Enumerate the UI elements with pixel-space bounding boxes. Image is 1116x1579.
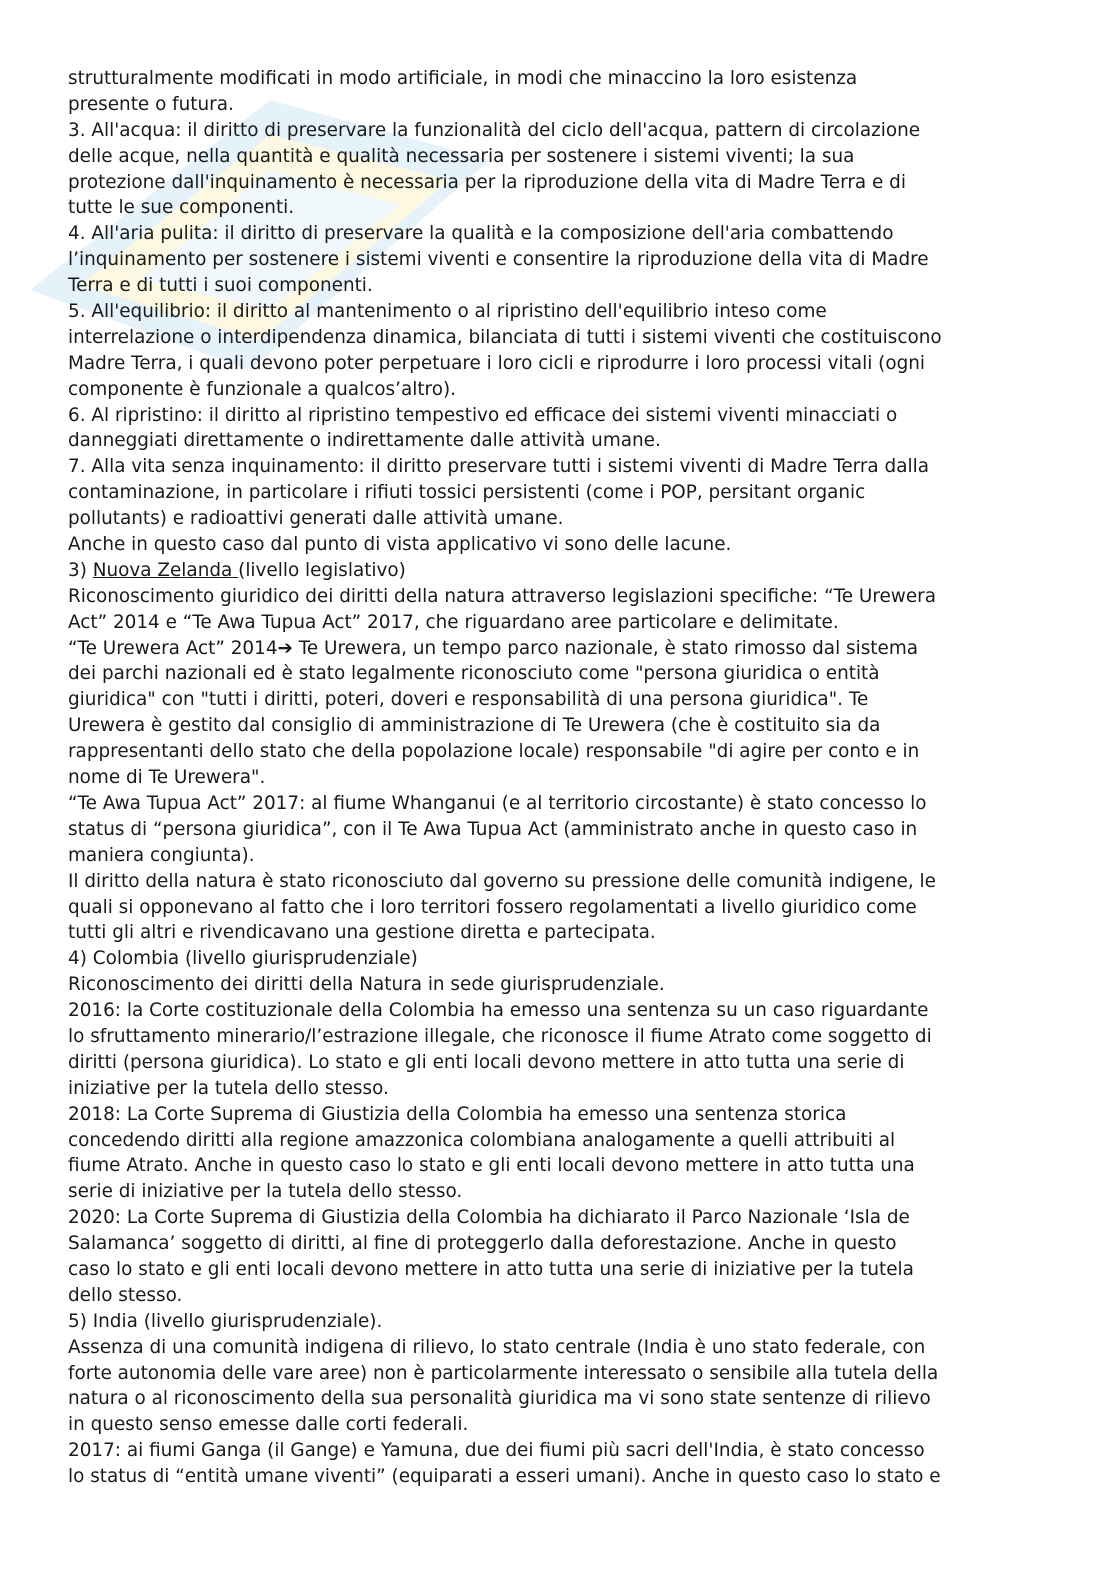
text-line: 7. Alla vita senza inquinamento: il diritto preservare tutti i sistemi viventi di Madre Terra dalla bbox=[68, 456, 929, 478]
text-line: status di “persona giuridica”, con il Te Awa Tupua Act (amministrato anche in questo caso in bbox=[68, 818, 918, 840]
text-line: 2018: La Corte Suprema di Giustizia della Colombia ha emesso una sentenza storica bbox=[68, 1103, 847, 1125]
text-line: serie di iniziative per la tutela dello stesso. bbox=[68, 1181, 463, 1203]
text-line: Riconoscimento giuridico dei diritti della natura attraverso legislazioni specifiche: “Te Urewera bbox=[68, 585, 936, 607]
text-line: Il diritto della natura è stato riconosciuto dal governo su pressione delle comunità indigene, le bbox=[68, 870, 936, 892]
text-line: forte autonomia delle vare aree) non è particolarmente interessato o sensibile alla tutela della bbox=[68, 1362, 939, 1384]
nuova-zelanda-link[interactable]: Nuova Zelanda bbox=[92, 559, 239, 581]
section-heading-nuova-zelanda bbox=[68, 558, 1053, 584]
heading-suffix: (livello legislativo) bbox=[238, 559, 406, 581]
text-line: Terra e di tutti i suoi componenti. bbox=[68, 275, 373, 297]
text-line: Madre Terra, i quali devono poter perpetuare i loro cicli e riprodurre i loro processi vitali (ogni bbox=[68, 352, 926, 374]
text-line: pollutants) e radioattivi generati dalle attività umane. bbox=[68, 508, 564, 530]
text-line: maniera congiunta). bbox=[68, 844, 255, 866]
text-line: 2017: ai fiumi Ganga (il Gange) e Yamuna, due dei fiumi più sacri dell'India, è stato concesso bbox=[68, 1440, 925, 1462]
text-line: Riconoscimento dei diritti della Natura in sede giurisprudenziale. bbox=[68, 974, 665, 996]
text-line: in questo senso emesse dalle corti federali. bbox=[68, 1414, 469, 1436]
section-heading-colombia: 4) Colombia (livello giurisprudenziale) bbox=[68, 948, 418, 970]
text-line: 4. All'aria pulita: il diritto di preservare la qualità e la composizione dell'aria combattendo bbox=[68, 223, 894, 245]
text-line: interrelazione o interdipendenza dinamica, bilanciata di tutti i sistemi viventi che costituiscono bbox=[68, 326, 942, 348]
text-line: Act” 2014 e “Te Awa Tupua Act” 2017, che riguardano aree particolare e delimitate. bbox=[68, 611, 839, 633]
text-line: Salamanca’ soggetto di diritti, al fine di proteggerlo dalla deforestazione. Anche in questo bbox=[68, 1233, 897, 1255]
text-line: quali si opponevano al fatto che i loro territori fossero regolamentati a livello giuridico come bbox=[68, 896, 917, 918]
text-line: 6. Al ripristino: il diritto al ripristino tempestivo ed efficace dei sistemi viventi minacciati o bbox=[68, 404, 898, 426]
text-line: Urewera è gestito dal consiglio di amministrazione di Te Urewera (che è costituito sia da bbox=[68, 715, 881, 737]
text-line: caso lo stato e gli enti locali devono mettere in atto tutta una serie di iniziative per la tutela bbox=[68, 1258, 914, 1280]
text-line: nome di Te Urewera". bbox=[68, 767, 266, 789]
text-line: fiume Atrato. Anche in questo caso lo stato e gli enti locali devono mettere in atto tutta una bbox=[68, 1155, 915, 1177]
text-line: lo sfruttamento minerario/l’estrazione illegale, che riconosce il fiume Atrato come soggetto di bbox=[68, 1025, 932, 1047]
text-line: danneggiati direttamente o indirettamente dalle attività umane. bbox=[68, 430, 661, 452]
text-line: 2020: La Corte Suprema di Giustizia della Colombia ha dichiarato il Parco Nazionale ‘Isla de bbox=[68, 1207, 910, 1229]
text-line: 5. All'equilibrio: il diritto al mantenimento o al ripristino dell'equilibrio inteso come bbox=[68, 301, 827, 323]
text-line: 2016: la Corte costituzionale della Colombia ha emesso una sentenza su un caso riguardante bbox=[68, 1000, 929, 1022]
text-line: diritti (persona giuridica). Lo stato e gli enti locali devono mettere in atto tutta una serie di bbox=[68, 1051, 905, 1073]
text-line: dei parchi nazionali ed è stato legalmente riconosciuto come "persona giuridica o entità bbox=[68, 663, 880, 685]
heading-prefix: 3) bbox=[68, 559, 93, 581]
text-line: tutti gli altri e rivendicavano una gestione diretta e partecipata. bbox=[68, 922, 656, 944]
text-line: lo status di “entità umane viventi” (equiparati a esseri umani). Anche in questo caso lo stato e bbox=[68, 1466, 941, 1488]
section-heading-india: 5) India (livello giurisprudenziale). bbox=[68, 1310, 383, 1332]
text-line: giuridica" con "tutti i diritti, poteri, doveri e responsabilità di una persona giuridica". Te bbox=[68, 689, 869, 711]
text-line: natura o al riconoscimento della sua personalità giuridica ma vi sono state sentenze di rilievo bbox=[68, 1388, 931, 1410]
text-line: componente è funzionale a qualcos’altro). bbox=[68, 378, 456, 400]
text-line: rappresentanti dello stato che della popolazione locale) responsabile "di agire per conto e in bbox=[68, 741, 920, 763]
text-line: protezione dall'inquinamento è necessaria per la riproduzione della vita di Madre Terra e di bbox=[68, 171, 906, 193]
document-body bbox=[68, 66, 1053, 1490]
text-line: “Te Awa Tupua Act” 2017: al fiume Whanganui (e al territorio circostante) è stato concesso lo bbox=[68, 792, 927, 814]
text-line: 3. All'acqua: il diritto di preservare la funzionalità del ciclo dell'acqua, pattern di circolazione bbox=[68, 119, 921, 141]
text-line: dello stesso. bbox=[68, 1284, 183, 1306]
text-line: tutte le sue componenti. bbox=[68, 197, 295, 219]
text-line: “Te Urewera Act” 2014➔ Te Urewera, un tempo parco nazionale, è stato rimosso dal sistema bbox=[68, 637, 919, 659]
text-line: iniziative per la tutela dello stesso. bbox=[68, 1077, 389, 1099]
text-line: strutturalmente modificati in modo artificiale, in modi che minaccino la loro esistenza bbox=[68, 68, 858, 89]
text-line: l’inquinamento per sostenere i sistemi viventi e consentire la riproduzione della vita di Madre bbox=[68, 249, 929, 271]
text-line: delle acque, nella quantità e qualità necessaria per sostenere i sistemi viventi; la sua bbox=[68, 145, 855, 167]
text-line: presente o futura. bbox=[68, 93, 234, 115]
text-line: Anche in questo caso dal punto di vista applicativo vi sono delle lacune. bbox=[68, 534, 732, 556]
text-line: Assenza di una comunità indigena di rilievo, lo stato centrale (India è uno stato federale, con bbox=[68, 1336, 926, 1358]
text-line: concedendo diritti alla regione amazzonica colombiana analogamente a quelli attribuiti al bbox=[68, 1129, 896, 1151]
text-line: contaminazione, in particolare i rifiuti tossici persistenti (come i POP, persitant organic bbox=[68, 482, 866, 504]
